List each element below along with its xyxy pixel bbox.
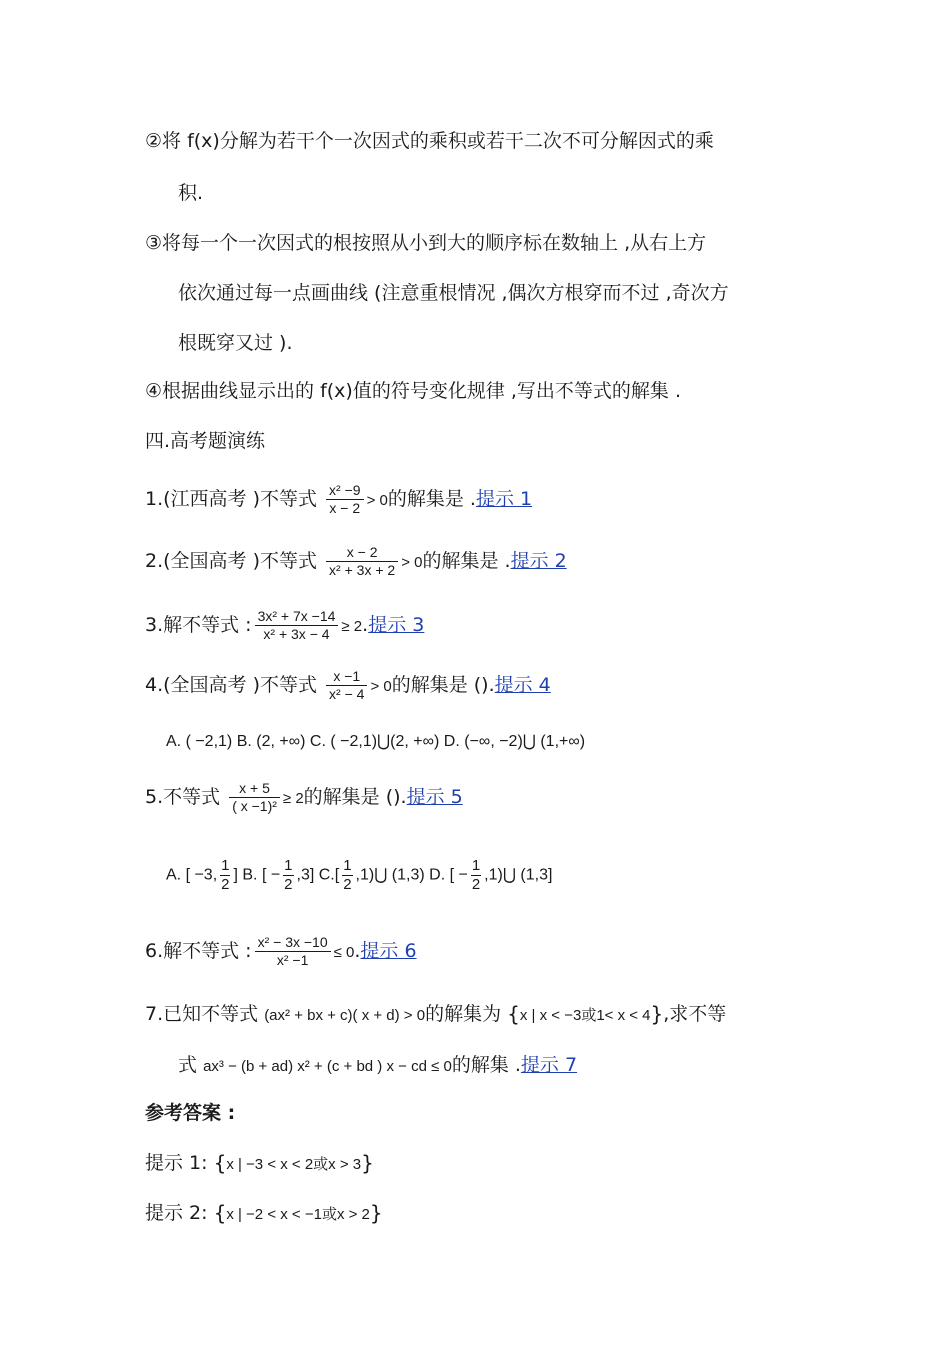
fraction (255, 934, 331, 969)
option-d-text: ,1)⋃ (1,3) D. [ − (355, 866, 468, 884)
solution-set: x | −2 < x < −1或x > 2 (226, 1206, 370, 1223)
inequality-sign: > 0 (366, 492, 388, 509)
option-b-text: ] B. [ − (233, 866, 281, 884)
option-d-tail: ,1)⋃ (1,3] (484, 866, 553, 884)
inequality-sign: ≥ 2 (282, 790, 304, 807)
hint-link-6[interactable]: 提示 6 (360, 940, 417, 962)
fraction-denominator: x − 2 (326, 499, 364, 517)
answer-label: 提示 1: (145, 1152, 208, 1174)
problem-prefix: 2.(全国高考 )不等式 (145, 550, 317, 572)
problem-mid: 的解集为 (425, 1003, 502, 1025)
option-a-text: A. [ −3, (166, 866, 218, 884)
inequality-sign: ≥ 2 (341, 618, 363, 635)
fraction-numerator: x + 5 (239, 780, 270, 796)
problem-suffix: 的解集是 . (422, 550, 511, 572)
option-c-text: ,3] C.[ (296, 866, 340, 884)
answer-2 (145, 1200, 383, 1228)
step-3-line-3: 根既穿又过 ). (178, 332, 293, 354)
fraction (255, 608, 339, 643)
step-3-line-2: 依次通过每一点画曲线 (注意重根情况 ,偶次方根穿而不过 ,奇次方 (178, 282, 729, 304)
fraction-numerator: x² −9 (329, 482, 361, 498)
hint-link-3[interactable]: 提示 3 (368, 614, 425, 636)
answer-label: 提示 2: (145, 1202, 208, 1224)
step-4-line-1: ④根据曲线显示出的 f(x)值的符号变化规律 ,写出不等式的解集 . (145, 380, 681, 402)
fraction-numerator: x² − 3x −10 (257, 934, 328, 950)
answer-1 (145, 1150, 374, 1178)
fraction-numerator: x −1 (333, 668, 361, 684)
problem-prefix: 7.已知不等式 (145, 1003, 259, 1025)
fraction (229, 780, 280, 815)
problem-prefix: 1.(江西高考 )不等式 (145, 488, 317, 510)
hint-link-4[interactable]: 提示 4 (494, 674, 551, 696)
hint-link-5[interactable]: 提示 5 (406, 786, 463, 808)
step-2-line-1: ②将 f(x)分解为若干个一次因式的乘积或若干二次不可分解因式的乘 (145, 130, 714, 152)
fraction-numerator: x − 2 (346, 544, 378, 560)
problem-suffix: 的解集是 . (387, 488, 476, 510)
right-brace: } (650, 1002, 664, 1026)
hint-link-1[interactable]: 提示 1 (475, 488, 533, 510)
expression: (ax² + bx + c)( x + d) > 0 (264, 1007, 426, 1024)
inequality-sign: > 0 (370, 678, 392, 695)
right-brace: } (369, 1201, 383, 1225)
half-fraction: $\frac{1}{2}$ (284, 857, 293, 893)
problem-prefix: 4.(全国高考 )不等式 (145, 674, 317, 696)
problem-prefix: 5.不等式 (145, 786, 221, 808)
problem-5 (145, 780, 463, 815)
half-fraction: $\frac{1}{2}$ (471, 857, 481, 893)
fraction-denominator: ( x −1)² (229, 797, 280, 815)
problem-suffix: 的解集是 (). (303, 786, 407, 808)
step-2-line-2: 积. (178, 182, 204, 204)
expression: ax³ − (b + ad) x² + (c + bd ) x − cd ≤ 0 (203, 1058, 452, 1075)
problem-suffix: 的解集是 (). (391, 674, 495, 696)
problem-prefix: 3.解不等式 : (145, 614, 252, 636)
solution-set: x | −3 < x < 2或x > 3 (226, 1156, 362, 1173)
fraction-denominator: x² + 3x − 4 (255, 625, 339, 643)
left-brace: { (213, 1201, 227, 1225)
half-fraction: $\frac{1}{2}$ (343, 857, 352, 893)
fraction-denominator: x² −1 (255, 951, 331, 969)
problem-3 (145, 608, 424, 643)
fraction-denominator: x² + 3x + 2 (326, 561, 398, 579)
problem-tail: ,求不等 (663, 1003, 727, 1025)
half-fraction: $\frac{1}{2}$ (221, 857, 230, 893)
section-title: 四.高考题演练 (145, 430, 266, 452)
problem-5-options (166, 857, 552, 894)
problem-prefix: 式 (178, 1054, 198, 1076)
fraction-denominator: x² − 4 (326, 685, 367, 703)
fraction (326, 482, 364, 517)
problem-7-line-1 (145, 1001, 726, 1029)
hint-link-7[interactable]: 提示 7 (520, 1054, 578, 1076)
problem-1 (145, 482, 532, 517)
problem-7-line-2 (178, 1052, 577, 1080)
problem-6 (145, 934, 417, 969)
inequality-sign: ≤ 0 (333, 944, 355, 961)
hint-link-2[interactable]: 提示 2 (510, 550, 567, 572)
problem-suffix: . (354, 940, 361, 962)
problem-4-options: A. ( −2,1) B. (2, +∞) C. ( −2,1)⋃(2, +∞) D. (−∞, −2)⋃ (1,+∞) (166, 733, 586, 750)
problem-suffix: 的解集 . (451, 1054, 521, 1076)
fraction (326, 668, 367, 703)
fraction-numerator: 3x² + 7x −14 (257, 608, 336, 624)
answers-title: 参考答案 : (145, 1102, 236, 1124)
solution-set: x | x < −3或1< x < 4 (519, 1007, 651, 1024)
right-brace: } (361, 1151, 374, 1175)
step-3-line-1: ③将每一个一次因式的根按照从小到大的顺序标在数轴上 ,从右上方 (145, 232, 707, 254)
fraction (326, 544, 398, 579)
problem-prefix: 6.解不等式 : (145, 940, 252, 962)
problem-2 (145, 544, 567, 579)
left-brace: { (507, 1002, 520, 1026)
problem-4 (145, 668, 551, 703)
inequality-sign: > 0 (401, 554, 423, 571)
problem-suffix: . (362, 614, 369, 636)
left-brace: { (213, 1151, 227, 1175)
